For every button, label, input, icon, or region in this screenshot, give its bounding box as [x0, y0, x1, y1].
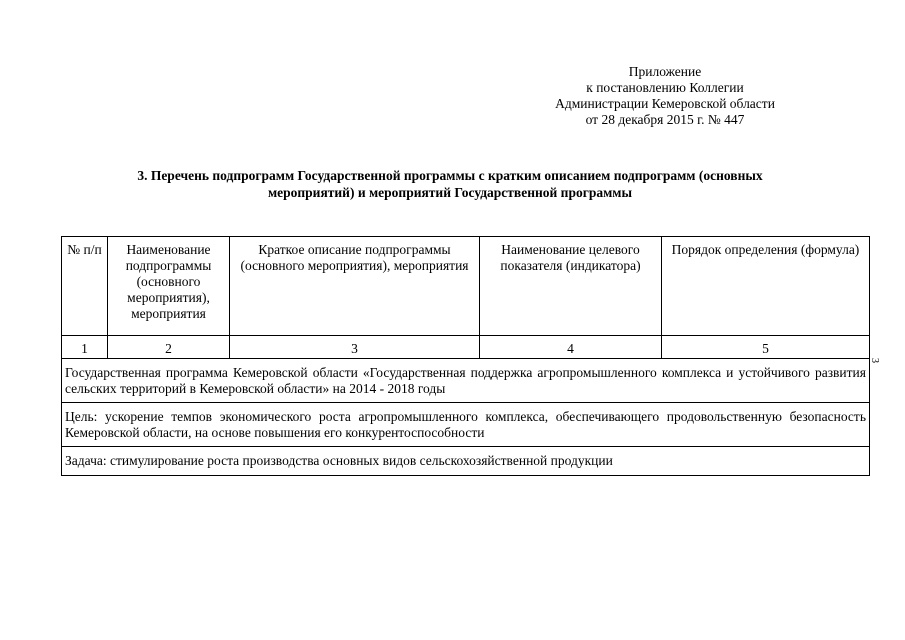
appendix-title: Приложение [628, 64, 702, 79]
header-indicator: Наименование целевого показателя (индикатора) [480, 237, 662, 336]
page-number: 3 [869, 358, 880, 363]
table-header-row [62, 237, 870, 336]
table-row [62, 403, 870, 447]
section-heading-line1: 3. Перечень подпрограмм Государственной программы с кратким описанием подпрограмм (основных [137, 168, 763, 183]
appendix-date: от 28 декабря 2015 г. № 447 [585, 112, 745, 127]
column-number: 2 [108, 336, 230, 359]
column-number: 5 [662, 336, 870, 359]
goal-cell: Цель: ускорение темпов экономического роста агропромышленного комплекса, обеспечивающего продовольственную безопасность Кемеровской области, на основе повышения его конкурентоспособности [62, 403, 870, 447]
section-heading-line2: мероприятий) и мероприятий Государственной программы [267, 185, 633, 200]
subprograms-table [61, 236, 870, 476]
program-title-cell: Государственная программа Кемеровской области «Государственная поддержка агропромышленного комплекса и устойчивого развития сельских территорий в Кемеровской области» на 2014 - 2018 годы [62, 359, 870, 403]
column-number-row [62, 336, 870, 359]
column-number: 1 [62, 336, 108, 359]
column-number: 4 [480, 336, 662, 359]
table-row [62, 359, 870, 403]
appendix-block [500, 64, 830, 128]
header-number: № п/п [62, 237, 108, 336]
header-formula: Порядок определения (формула) [662, 237, 870, 336]
task-cell: Задача: стимулирование роста производства основных видов сельскохозяйственной продукции [62, 447, 870, 476]
table-row [62, 447, 870, 476]
header-description: Краткое описание подпрограммы (основного мероприятия), мероприятия [230, 237, 480, 336]
column-number: 3 [230, 336, 480, 359]
section-heading [80, 167, 820, 201]
appendix-resolution: к постановлению Коллегии [586, 80, 744, 95]
header-subprogram-name: Наименование подпрограммы (основного мероприятия), мероприятия [108, 237, 230, 336]
appendix-authority: Администрации Кемеровской области [555, 96, 775, 111]
